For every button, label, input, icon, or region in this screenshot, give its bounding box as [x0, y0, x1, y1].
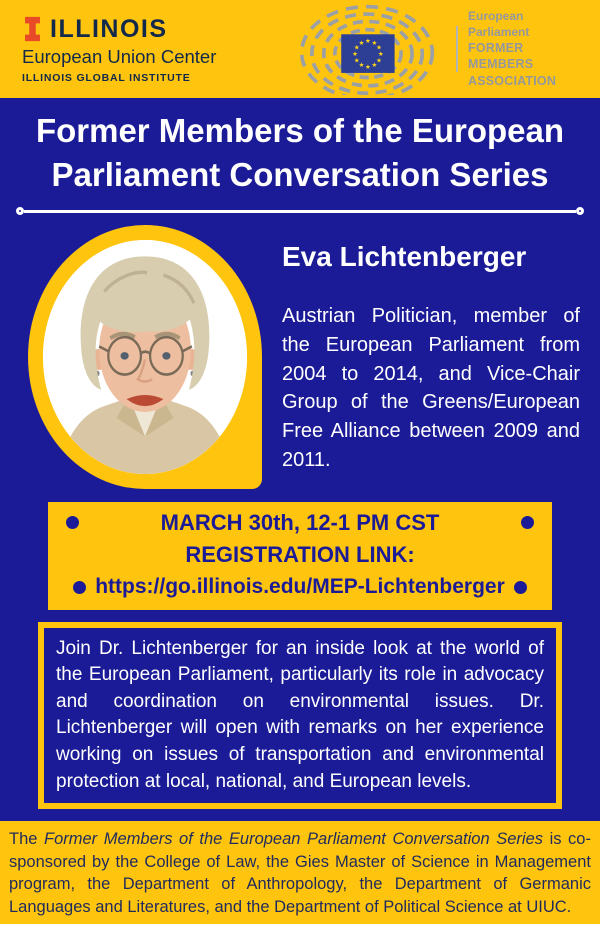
page-title	[0, 109, 600, 196]
illinois-eu-center-logo	[22, 15, 216, 84]
registration-label: REGISTRATION LINK:	[185, 542, 415, 568]
speaker-name: Eva Lichtenberger	[282, 241, 527, 273]
event-datetime-row	[48, 509, 552, 537]
divider-ring-right-icon	[576, 207, 584, 215]
registration-row	[48, 573, 552, 600]
speaker-bio: Austrian Politician, member of the European Parliament from 2004 to 2014, and Vice-Chair Group of the Greens/European Free Alliance between 2009 and 2011.	[282, 305, 580, 472]
svg-text:★: ★	[376, 56, 382, 65]
event-datetime: MARCH 30th, 12-1 PM CST	[160, 510, 440, 536]
speaker-info	[282, 225, 580, 489]
footer-series-name: Former Members of the European Parliament Conversation Series	[44, 830, 543, 849]
footer-prefix: The	[9, 830, 44, 849]
illinois-wordmark: ILLINOIS	[50, 14, 168, 43]
svg-text:★: ★	[358, 38, 365, 47]
logo-divider	[456, 26, 458, 72]
fma-line3: ASSOCIATION	[468, 73, 557, 88]
svg-text:★: ★	[371, 61, 378, 70]
svg-text:★: ★	[371, 38, 378, 47]
svg-text:★: ★	[365, 62, 371, 71]
former-members-association-label	[468, 9, 586, 89]
header-band	[0, 0, 600, 98]
footer-suffix: is co-sponsored by the College of Law, the Gies Master of Science in Management program, the Department of Anthropology, the Department of Germanic Languages and Literatures, and the Department of Political Science at UIUC.	[9, 830, 591, 916]
svg-text:★: ★	[376, 43, 382, 52]
ep-fma-logo	[288, 3, 588, 95]
speaker-photo-frame	[28, 225, 262, 489]
fma-line2: FORMER MEMBERS	[468, 41, 534, 72]
event-details-box	[48, 502, 552, 610]
svg-text:★: ★	[377, 49, 384, 58]
registration-link[interactable]: https://go.illinois.edu/MEP-Lichtenberger	[95, 575, 505, 599]
bullet-dot-icon	[66, 516, 79, 529]
svg-text:★: ★	[365, 37, 371, 46]
ep-hemicycle-icon	[288, 3, 446, 95]
eu-flag-icon	[341, 34, 394, 73]
bullet-dot-icon	[521, 516, 534, 529]
page-title-line2: Parliament Conversation Series	[51, 155, 549, 193]
global-institute-label: ILLINOIS GLOBAL INSTITUTE	[22, 71, 191, 84]
svg-text:★: ★	[353, 56, 360, 65]
event-description-box: Join Dr. Lichtenberger for an inside look at the world of the European Parliament, particularly its role in advocacy and coordination on environmental issues. Dr. Lichtenberger will open with remarks on her experience working on issues of transportation and environmental protection at local, national, and European levels.	[38, 622, 562, 810]
title-divider	[16, 207, 584, 215]
speaker-portrait	[43, 240, 247, 474]
eu-center-name: European Union Center	[22, 45, 217, 67]
page-title-line1: Former Members of the European	[35, 112, 565, 149]
svg-text:★: ★	[352, 49, 358, 58]
speaker-section	[0, 215, 600, 489]
svg-text:★: ★	[358, 61, 365, 70]
bullet-dot-icon	[514, 581, 527, 594]
svg-text:★: ★	[353, 43, 360, 52]
bullet-dot-icon	[73, 581, 86, 594]
divider-ring-left-icon	[16, 207, 24, 215]
sponsors-footer	[0, 821, 600, 927]
divider-line	[24, 210, 576, 213]
fma-line1: European Parliament	[468, 9, 530, 39]
block-i-icon	[22, 15, 43, 43]
